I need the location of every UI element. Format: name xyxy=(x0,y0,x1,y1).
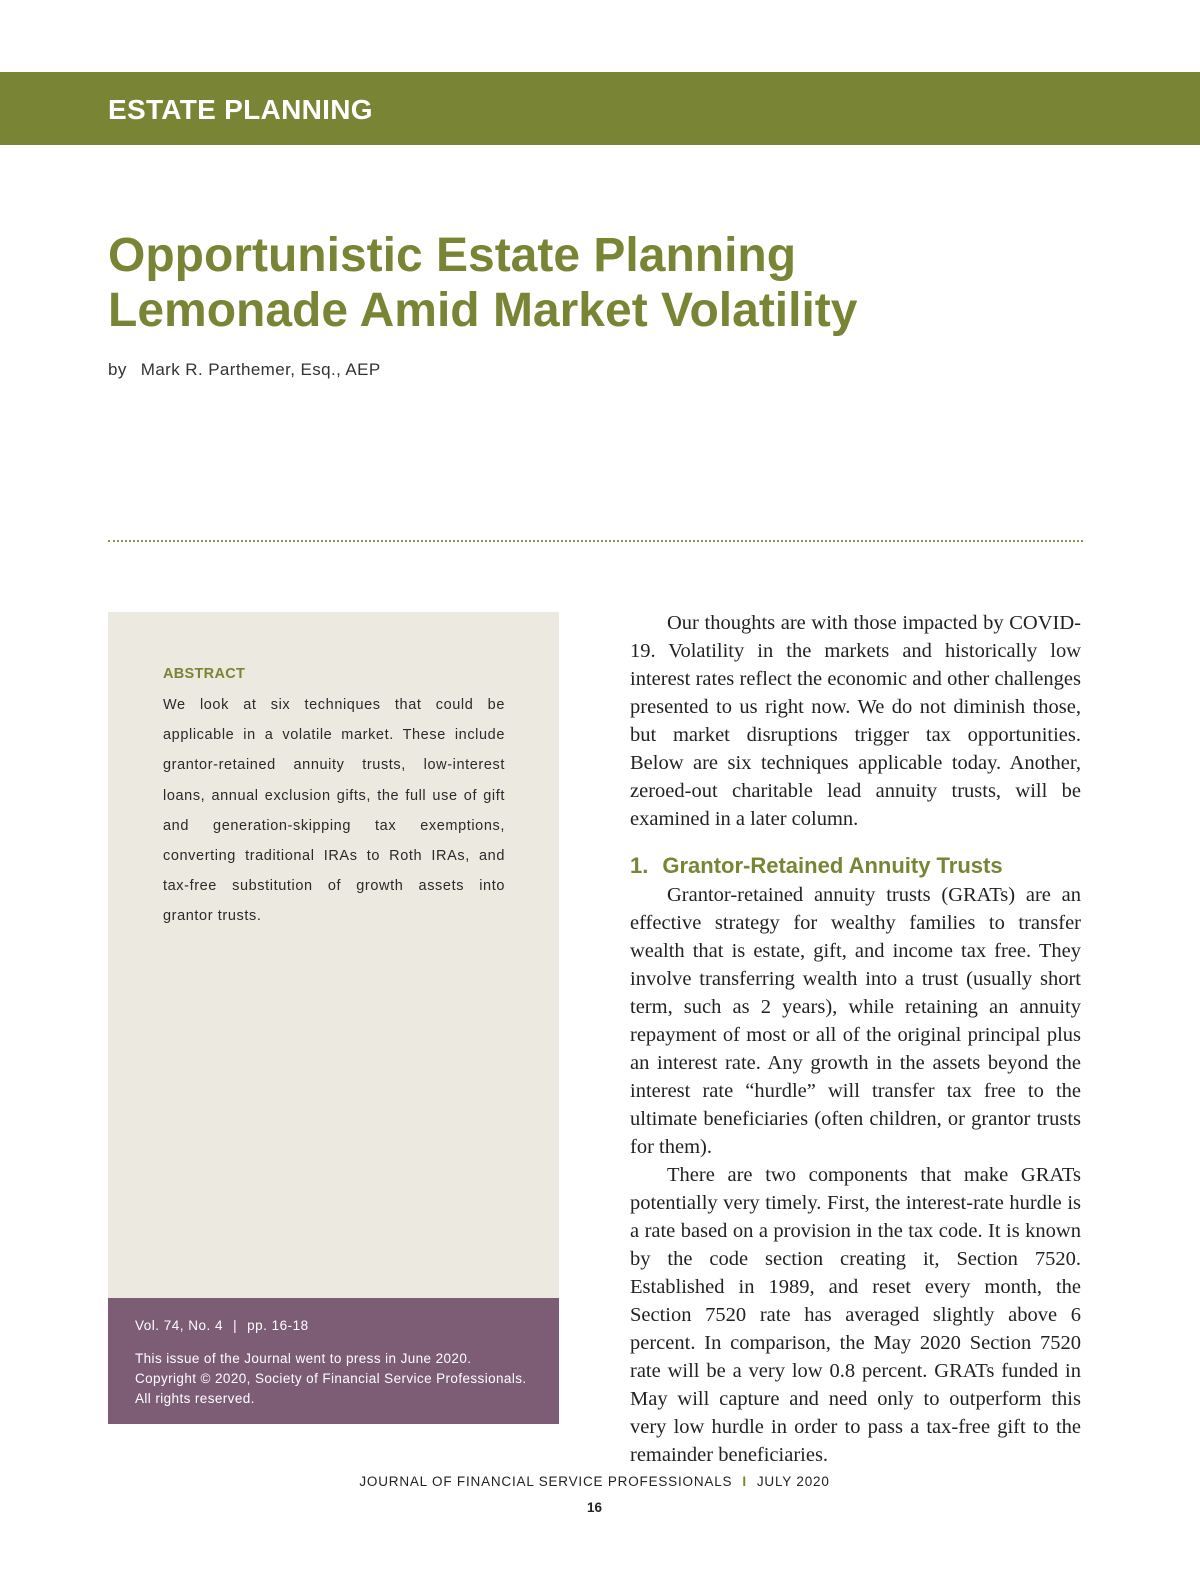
abstract-heading: ABSTRACT xyxy=(163,666,246,682)
author-name: Mark R. Parthemer, Esq., AEP xyxy=(140,360,381,379)
rights-notice: All rights reserved. xyxy=(135,1391,255,1406)
section-heading-grats xyxy=(630,851,1081,881)
issue-date: JULY 2020 xyxy=(756,1474,830,1489)
journal-name: JOURNAL OF FINANCIAL SERVICE PROFESSIONALS xyxy=(359,1474,733,1489)
press-note xyxy=(135,1349,545,1409)
section-label: ESTATE PLANNING xyxy=(108,94,373,125)
page-footer xyxy=(0,1474,1189,1489)
body-paragraph: There are two components that make GRATs potentially very timely. First, the interest-rate hurdle is a rate based on a provision in the tax code. It is known by the code section creating it, Section 7520. Established in 1989, and reset every month, the Section 7520 rate has averaged slightly above 6 percent. In comparison, the May 2020 Section 7520 rate will be a very low 0.8 percent. GRATs funded in May will capture and need only to outperform this very low hurdle in order to pass a tax-free gift to the remainder beneficiaries. xyxy=(630,1164,1081,1466)
press-date-note: This issue of the Journal went to press in June 2020. xyxy=(135,1351,472,1366)
byline xyxy=(108,359,381,381)
body-paragraph: Grantor-retained annuity trusts (GRATs) are an effective strategy for wealthy families to transfer wealth that is estate, gift, and income tax free. They involve transferring wealth into a trust (usually short term, such as 2 years), while retaining an annuity repayment of most or all of the original principal plus an interest rate. Any growth in the assets beyond the interest rate “hurdle” will transfer tax free to the ultimate beneficiaries (often children, or grantor trusts for them). xyxy=(630,884,1081,1158)
volume-info xyxy=(135,1318,309,1333)
footer-separator: I xyxy=(742,1474,747,1489)
intro-paragraph: Our thoughts are with those impacted by COVID-19. Volatility in the markets and historically low interest rates reflect the economic and other challenges presented to us right now. We do not diminish those, but market disruptions trigger tax opportunities. Below are six techniques applicable today. Another, zeroed-out charitable lead annuity trusts, will be examined in a later column. xyxy=(630,612,1081,830)
article-body xyxy=(630,609,1081,1469)
article-title xyxy=(108,228,1108,338)
section-title: Grantor-Retained Annuity Trusts xyxy=(662,853,1003,878)
dotted-divider xyxy=(108,540,1083,542)
byline-prefix: by xyxy=(108,360,127,379)
section-number: 1. xyxy=(630,853,649,878)
abstract-text: We look at six techniques that could be applicable in a volatile market. These include grantor-retained annuity trusts, low-interest loans, annual exclusion gifts, the full use of gift and generation-skipping tax exemptions, converting traditional IRAs to Roth IRAs, and tax-free substitution of growth assets into grantor trusts. xyxy=(163,697,505,925)
article-title-line-2: Lemonade Amid Market Volatility xyxy=(108,284,858,337)
publication-info-box xyxy=(108,1298,559,1424)
page-number: 16 xyxy=(586,1500,603,1515)
page-range: pp. 16-18 xyxy=(247,1318,309,1333)
volume-separator: | xyxy=(233,1318,238,1333)
copyright-notice: Copyright © 2020, Society of Financial Service Professionals. xyxy=(135,1371,527,1386)
volume-number: Vol. 74, No. 4 xyxy=(135,1318,224,1333)
article-title-line-1: Opportunistic Estate Planning xyxy=(108,229,797,282)
